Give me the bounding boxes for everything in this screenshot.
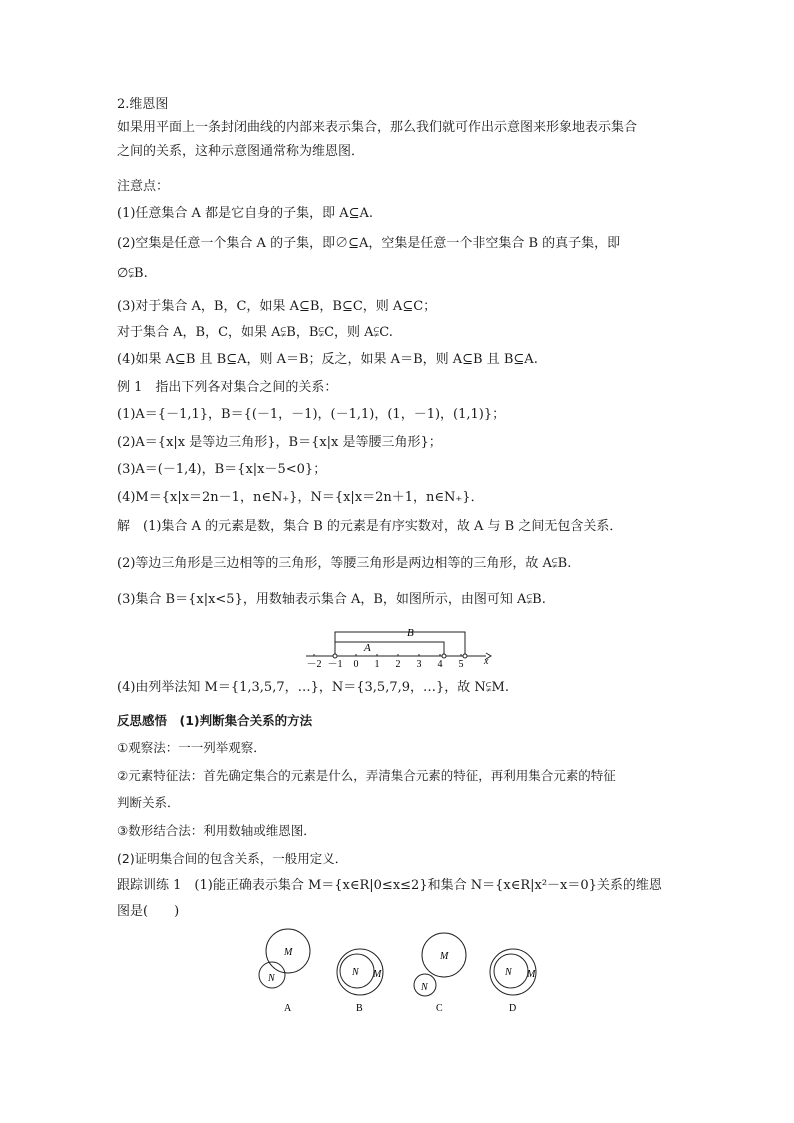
reflection-1: ①观察法：一一列举观察．: [117, 740, 266, 755]
axis-tick-label: 2: [395, 659, 401, 670]
solution-2: (2)等边三角形是三边相等的三角形，等腰三角形是两边相等的三角形，故 A⫋B.: [117, 556, 572, 571]
intro-line-1: 如果用平面上一条封闭曲线的内部来表示集合，那么我们就可作出示意图来形象地表示集合: [117, 120, 638, 135]
reflection-2: ②元素特征法：首先确定集合的元素是什么，弄清集合元素的特征，再利用集合元素的特征: [117, 768, 616, 783]
note-2: (2)空集是任意一个集合 A 的子集，即∅⊆A，空集是任意一个非空集合 B 的真子集，即: [117, 236, 621, 251]
open-endpoint-5: [463, 654, 467, 658]
set-a-label: A: [364, 642, 371, 654]
venn-option-d: [490, 949, 536, 1014]
venn-b-inner-label: N: [352, 967, 359, 978]
set-b-bracket: [335, 632, 465, 656]
note-4: (4)如果 A⊆B 且 B⊆A，则 A＝B；反之，如果 A＝B，则 A⊆B 且 B⊆A.: [117, 352, 538, 367]
axis-tick-label: 4: [437, 659, 443, 670]
axis-tick-label: 1: [374, 659, 380, 670]
axis-tick-label: 0: [353, 659, 359, 670]
axis-tick-label: －2: [306, 659, 322, 670]
venn-option-b: [337, 949, 383, 1014]
note-2-cont: ∅⫋B.: [117, 266, 148, 281]
venn-d-option-label: D: [509, 1003, 517, 1014]
example-item-3: (3)A＝(－1,4)，B＝{x|x－5<0}；: [117, 462, 327, 477]
number-line-figure: [300, 624, 500, 672]
axis-tick-label: 5: [458, 659, 464, 670]
open-endpoint-minus-1: [333, 654, 337, 658]
venn-a-outer-label: M: [284, 947, 293, 958]
axis-tick-label: －1: [327, 659, 343, 670]
venn-c-outer-label: M: [440, 951, 449, 962]
venn-option-a: [259, 929, 310, 1014]
reflection-heading: 反思感悟 (1)判断集合关系的方法: [117, 713, 313, 728]
axis-label: x: [484, 656, 489, 667]
solution-3: (3)集合 B＝{x|x<5}，用数轴表示集合 A，B，如图所示，由图可知 A⫋B.: [117, 592, 546, 607]
venn-b-option-label: B: [356, 1003, 363, 1014]
exercise-line-1: 跟踪训练 1 (1)能正确表示集合 M＝{x∈R|0≤x≤2}和集合 N＝{x∈R|x²－x＝0}关系的维恩: [117, 878, 662, 893]
note-1: (1)任意集合 A 都是它自身的子集，即 A⊆A.: [117, 206, 374, 221]
venn-d-inner-label: N: [505, 967, 512, 978]
intro-line-2: 之间的关系，这种示意图通常称为维恩图．: [117, 144, 365, 159]
exercise-line-2: 图是( ): [117, 904, 180, 919]
open-endpoint-4: [442, 654, 446, 658]
venn-d-outer-label: M: [527, 969, 536, 980]
example-item-2: (2)A＝{x|x 是等边三角形}，B＝{x|x 是等腰三角形}；: [117, 435, 442, 450]
venn-a-inner-label: N: [268, 973, 275, 984]
venn-c-option-label: C: [436, 1003, 443, 1014]
section-title: 2.维恩图: [117, 97, 169, 112]
venn-options-figure: [250, 926, 550, 1018]
venn-option-c: [414, 933, 466, 1014]
reflection-3: ③数形结合法：利用数轴或维恩图．: [117, 823, 316, 838]
venn-b-outer-label: M: [373, 969, 382, 980]
solution-1: 解 (1)集合 A 的元素是数，集合 B 的元素是有序实数对，故 A 与 B 之间无包含关系．: [117, 519, 623, 534]
example-item-1: (1)A＝{－1,1}，B＝{(－1，－1)，(－1,1)，(1，－1)，(1,1)}；: [117, 407, 506, 422]
set-a-bracket: [335, 642, 444, 656]
note-3-proper: 对于集合 A，B，C，如果 A⫋B，B⫋C，则 A⫋C.: [117, 325, 393, 340]
set-b-label: B: [407, 627, 414, 639]
venn-a-option-label: A: [284, 1003, 292, 1014]
notes-heading: 注意点：: [117, 179, 170, 194]
venn-c-inner-label: N: [421, 982, 428, 993]
solution-4: (4)由列举法知 M＝{1,3,5,7，…}，N＝{3,5,7,9，…}，故 N⫋M.: [117, 680, 509, 695]
example-title: 例 1 指出下列各对集合之间的关系：: [117, 380, 338, 395]
axis-tick-label: 3: [416, 659, 422, 670]
example-item-4: (4)M＝{x|x＝2n－1，n∈N₊}，N＝{x|x＝2n＋1，n∈N₊}．: [117, 490, 484, 505]
reflection-2-cont: 判断关系．: [117, 795, 180, 810]
note-3: (3)对于集合 A，B，C，如果 A⊆B，B⊆C，则 A⊆C；: [117, 299, 437, 314]
reflection-4: (2)证明集合间的包含关系，一般用定义．: [117, 851, 348, 866]
